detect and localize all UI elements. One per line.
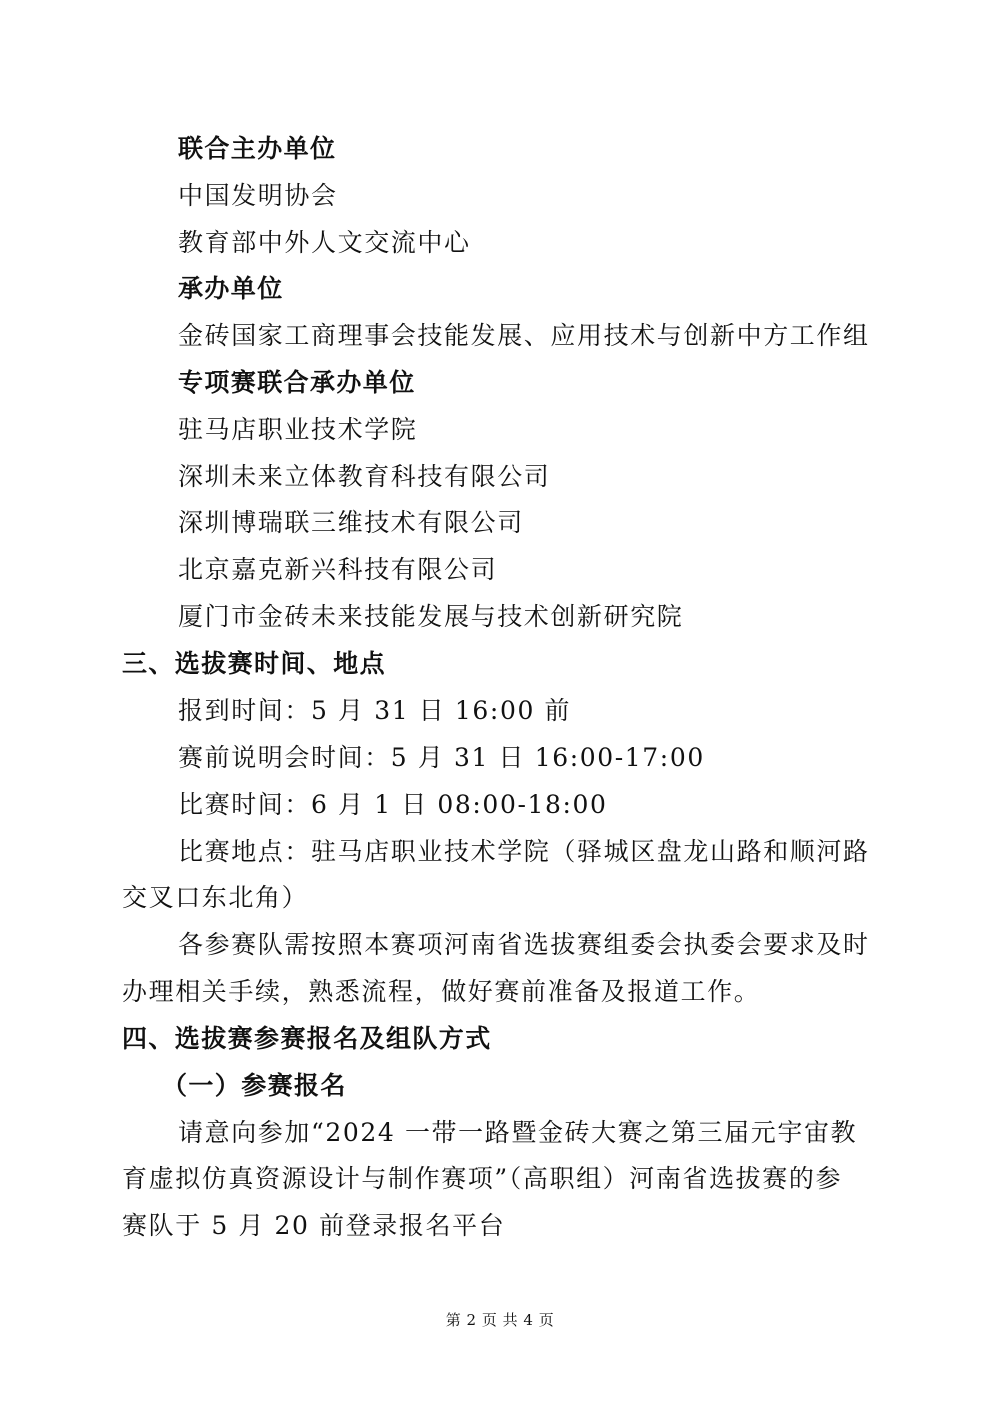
page-number-footer: 第 2 页 共 4 页 [445, 1311, 555, 1329]
section-3-heading: 三、选拔赛时间、地点 [122, 649, 387, 678]
notice-text-continued: 办理相关手续，熟悉流程，做好赛前准备及报道工作。 [122, 977, 761, 1006]
co-organizer-heading: 专项赛联合承办单位 [178, 368, 416, 397]
co-organizer-item: 驻马店职业技术学院 [178, 415, 418, 444]
section-4-heading: 四、选拔赛参赛报名及组队方式 [122, 1024, 492, 1053]
register-text-continued: 育虚拟仿真资源设计与制作赛项”（高职组）河南省选拔赛的参 [122, 1164, 843, 1193]
venue-text-continued: 交叉口东北角） [122, 883, 309, 912]
schedule-item: 报到时间：5 月 31 日 16:00 前 [178, 696, 572, 725]
co-organizer-item: 厦门市金砖未来技能发展与技术创新研究院 [178, 602, 684, 631]
joint-host-item: 中国发明协会 [178, 181, 338, 210]
notice-text: 各参赛队需按照本赛项河南省选拔赛组委会执委会要求及时 [178, 930, 870, 959]
co-organizer-item: 深圳未来立体教育科技有限公司 [178, 462, 551, 491]
schedule-item: 比赛时间：6 月 1 日 08:00-18:00 [178, 790, 608, 819]
schedule-item: 赛前说明会时间：5 月 31 日 16:00-17:00 [178, 743, 705, 772]
subsection-1-heading: （一）参赛报名 [162, 1071, 347, 1100]
joint-host-heading: 联合主办单位 [178, 134, 337, 163]
joint-host-item: 教育部中外人文交流中心 [178, 228, 471, 257]
register-text-end: 赛队于 5 月 20 前登录报名平台 [122, 1211, 506, 1240]
register-text: 请意向参加“2024 一带一路暨金砖大赛之第三届元宇宙教 [178, 1118, 858, 1147]
organizer-heading: 承办单位 [178, 274, 284, 303]
organizer-item: 金砖国家工商理事会技能发展、应用技术与创新中方工作组 [178, 321, 870, 350]
co-organizer-item: 深圳博瑞联三维技术有限公司 [178, 508, 524, 537]
co-organizer-item: 北京嘉克新兴科技有限公司 [178, 555, 498, 584]
venue-text: 比赛地点：驻马店职业技术学院（驿城区盘龙山路和顺河路 [178, 837, 870, 866]
